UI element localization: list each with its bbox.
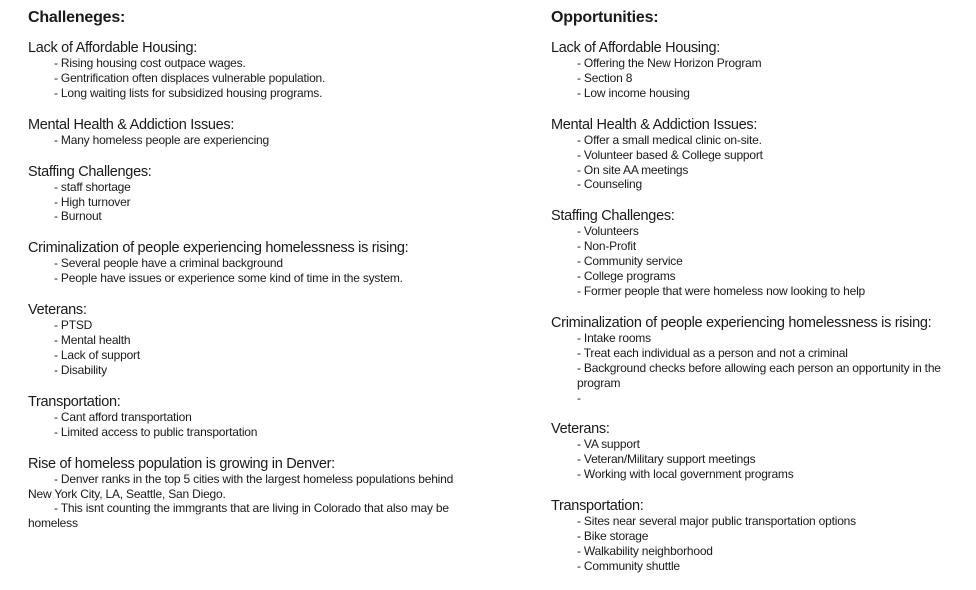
list-item: - staff shortage	[54, 179, 131, 194]
list-item: - Counseling	[577, 177, 642, 192]
section-title: Lack of Affordable Housing:	[28, 40, 197, 56]
opportunities-column	[551, 8, 971, 590]
challenge-section-housing	[28, 40, 468, 101]
list-item: - Former people that were homeless now looking to help	[577, 283, 866, 298]
list-item: - Sites near several major public transportation options	[577, 514, 856, 529]
list-item: - On site AA meetings	[577, 162, 689, 177]
section-title: Criminalization of people experiencing homelessness is rising:	[28, 240, 409, 257]
list-item: - Mental health	[54, 333, 131, 348]
list-item: - Bike storage	[577, 529, 649, 544]
list-item: - Several people have a criminal background	[54, 256, 283, 271]
list-item: - Long waiting lists for subsidized housing programs.	[54, 85, 323, 100]
list-item: - VA support	[577, 437, 640, 452]
list-item: - Offer a small medical clinic on-site.	[577, 132, 762, 147]
list-item: - Low income housing	[577, 85, 690, 100]
opportunity-section-staffing	[551, 208, 971, 299]
section-title: Mental Health & Addiction Issues:	[28, 116, 235, 133]
section-title: Criminalization of people experiencing homelessness is rising:	[551, 314, 932, 331]
opportunity-section-criminalization	[551, 315, 971, 406]
challenge-section-denver	[28, 456, 468, 532]
list-item: - College programs	[577, 269, 676, 284]
list-item: - This isnt counting the immgrants that are living in Colorado that also may be homeless	[28, 501, 449, 531]
list-item: - Volunteer based & College support	[577, 147, 763, 162]
section-title: Rise of homeless population is growing in Denver:	[28, 455, 335, 472]
section-title: Staffing Challenges:	[551, 208, 675, 225]
challenges-heading: Challeneges:	[28, 9, 126, 26]
list-item: - Limited access to public transportation	[54, 424, 258, 439]
challenge-section-transportation	[28, 394, 468, 440]
opportunity-section-housing	[551, 40, 971, 101]
section-title: Transportation:	[28, 393, 121, 410]
challenges-column	[28, 8, 468, 547]
list-item: - Volunteers	[577, 224, 639, 239]
section-title: Veterans:	[551, 421, 610, 438]
list-item: - Gentrification often displaces vulnerable population.	[54, 70, 326, 85]
list-item: - Intake rooms	[577, 330, 651, 345]
list-item: - Veteran/Military support meetings	[577, 452, 756, 467]
list-item: - Denver ranks in the top 5 cities with the largest homeless populations behind New York City, LA, Seattle, San Diego.	[28, 471, 454, 501]
section-title: Staffing Challenges:	[28, 163, 152, 180]
list-item: - Non-Profit	[577, 239, 636, 254]
opportunities-heading: Opportunities:	[551, 9, 659, 26]
list-item: - High turnover	[54, 194, 131, 209]
list-item: - People have issues or experience some kind of time in the system.	[54, 271, 403, 286]
list-item: - Community shuttle	[577, 558, 680, 573]
section-title: Mental Health & Addiction Issues:	[551, 116, 758, 133]
list-item: - Lack of support	[54, 347, 140, 362]
list-item: - Rising housing cost outpace wages.	[54, 56, 246, 70]
list-item: - Burnout	[54, 209, 102, 224]
section-title: Veterans:	[28, 302, 87, 319]
list-item: - Community service	[577, 254, 683, 269]
list-item: - Many homeless people are experiencing	[54, 132, 269, 147]
list-item: - Background checks before allowing each person an opportunity in the program	[577, 360, 941, 390]
list-item: - Working with local government programs	[577, 467, 794, 482]
section-title: Transportation:	[551, 498, 644, 515]
list-item: - Walkability neighborhood	[577, 543, 713, 558]
list-item: - Treat each individual as a person and not a criminal	[577, 345, 848, 360]
list-item: - PTSD	[54, 318, 93, 333]
list-item: - Offering the New Horizon Program	[577, 56, 762, 70]
opportunity-section-transportation	[551, 498, 971, 574]
section-title: Lack of Affordable Housing:	[551, 40, 720, 56]
list-item: - Section 8	[577, 70, 633, 85]
list-item: - Cant afford transportation	[54, 409, 192, 424]
list-item: -	[577, 390, 581, 405]
list-item: - Disability	[54, 362, 107, 377]
challenge-section-staffing	[28, 164, 468, 225]
challenge-section-criminalization	[28, 240, 468, 286]
opportunity-section-mental-health	[551, 117, 971, 193]
challenge-section-veterans	[28, 302, 468, 378]
opportunity-section-veterans	[551, 421, 971, 482]
challenge-section-mental-health	[28, 117, 468, 148]
